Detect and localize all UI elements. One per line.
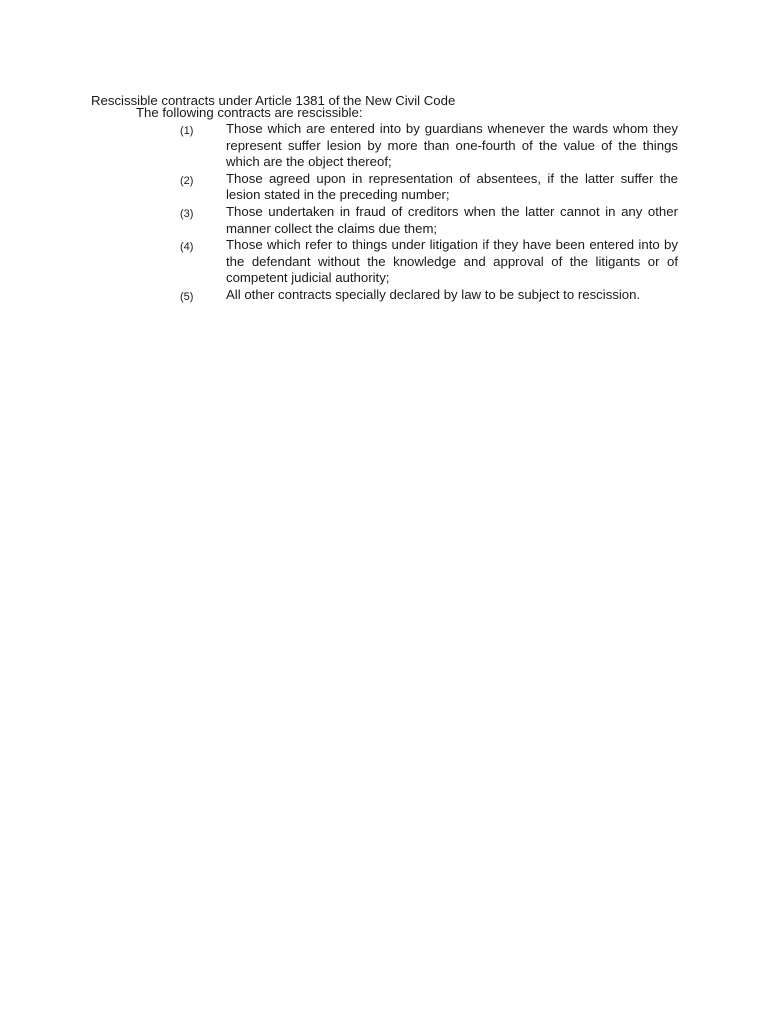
list-item-text: Those which refer to things under litigation if they have been entered into by the defendant without the knowledge and approval of the litigants or of competent judicial authority; bbox=[226, 237, 678, 286]
document-intro: The following contracts are rescissible: bbox=[136, 105, 363, 120]
list-item bbox=[180, 237, 678, 287]
list-item-number: (4) bbox=[180, 241, 194, 254]
document-title: Rescissible contracts under Article 1381 of the New Civil Code bbox=[91, 93, 456, 108]
list-item-text: Those which are entered into by guardians whenever the wards whom they represent suffer lesion by more than one-fourth of the value of the things which are the object thereof; bbox=[226, 121, 678, 170]
list-item-number: (5) bbox=[180, 290, 194, 303]
list-item-text: All other contracts specially declared by law to be subject to rescission. bbox=[226, 286, 641, 302]
list-item-number: (3) bbox=[180, 207, 194, 220]
list-item bbox=[180, 121, 678, 171]
list-item-text: Those undertaken in fraud of creditors when the latter cannot in any other manner collect the claims due them; bbox=[226, 203, 678, 236]
list-item-number: (2) bbox=[180, 174, 194, 187]
list-item bbox=[180, 204, 678, 237]
list-item bbox=[180, 171, 678, 204]
list-item-text: Those agreed upon in representation of absentees, if the latter suffer the lesion stated in the preceding number; bbox=[226, 170, 678, 203]
list-item-number: (1) bbox=[180, 125, 194, 137]
list-item bbox=[180, 287, 678, 304]
rescissible-contracts-list bbox=[180, 121, 678, 304]
